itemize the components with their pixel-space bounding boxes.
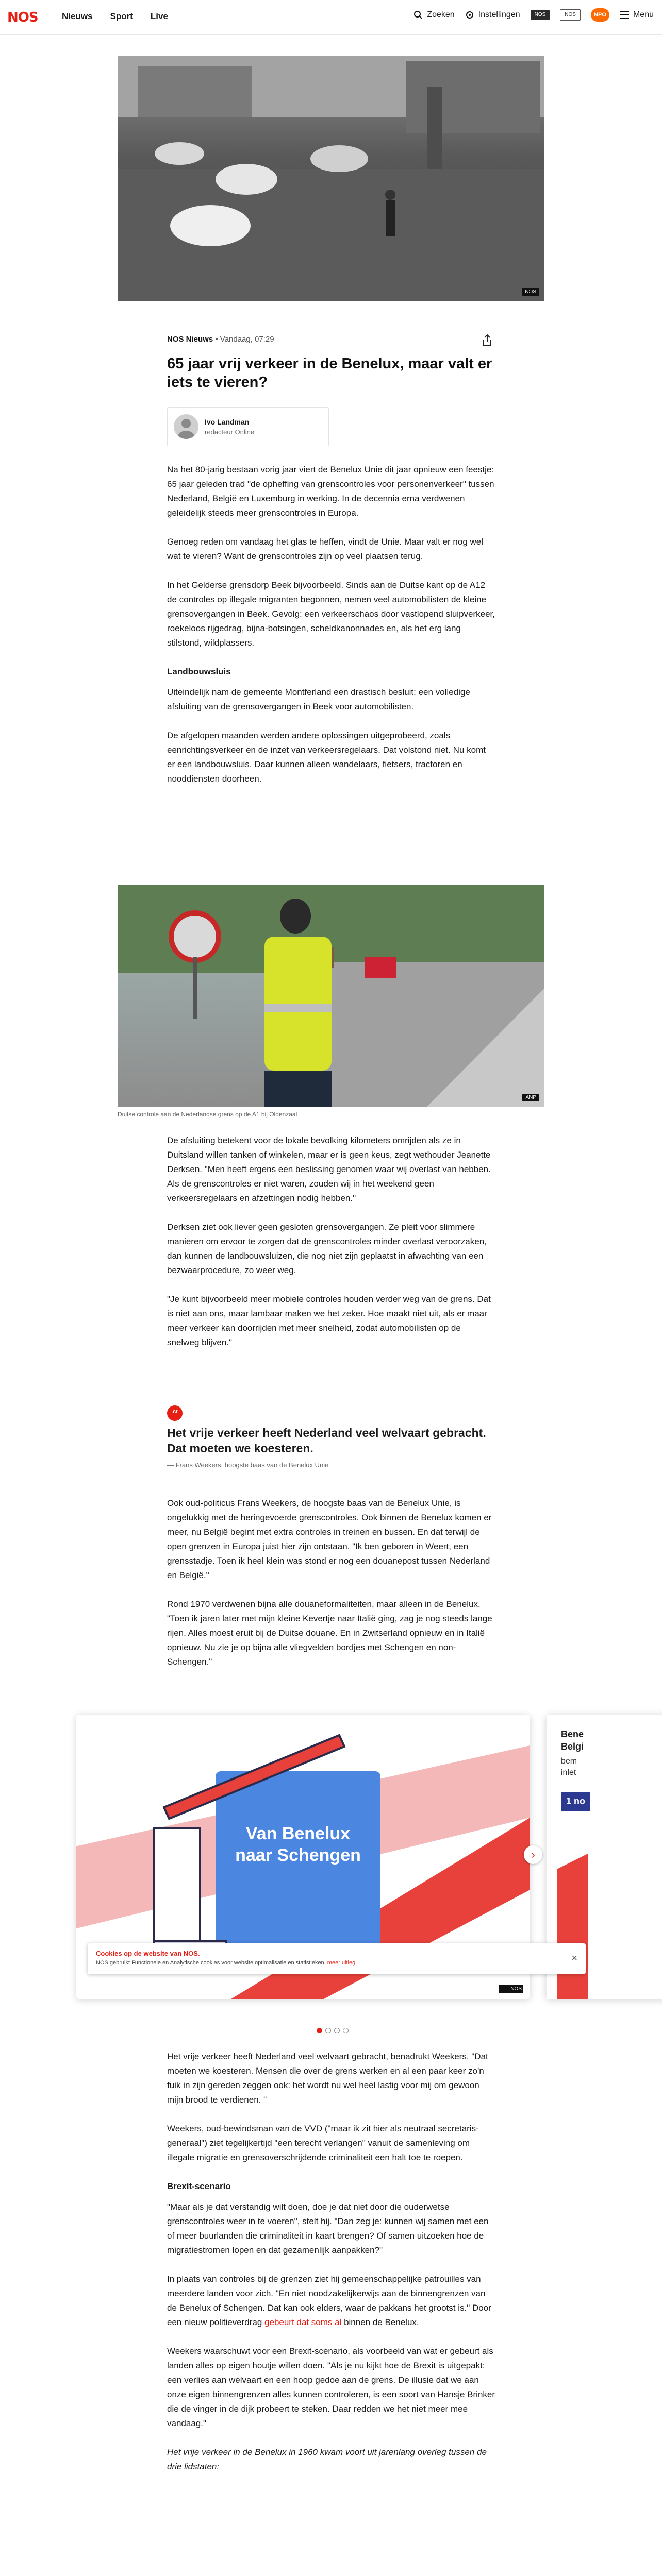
article-date: Vandaag, 07:29 [220,335,274,344]
search-button[interactable] [413,10,454,20]
nav-link-live[interactable]: Live [150,11,168,21]
carousel-next-body: bem inlet [561,1757,577,1777]
paragraph: Ook oud-politicus Frans Weekers, de hoogste baas van de Benelux Unie, is ongelukkig met de heringevoerde grenscontroles. Ook binnen de Benelux komen er meer, nu België begint met extra controles in treinen en bussen. En dat terwijl de open grenzen in Europa juist hier zijn ontstaan. "Ik ben geboren in Weert, een grensstadje. Toen ik heel klein was stond er nog een douanepost tussen Nederland en België." [167,1498,492,1580]
police-photo [118,885,544,1107]
top-navigation [0,0,662,35]
article-body-2 [167,1133,495,1350]
carousel-dot-2[interactable] [325,2028,331,2033]
paragraph: "Maar als je dat verstandig wilt doen, doe je dat niet door die ouderwetse grenscontroles weer in te voeren", stelt hij. "Dan zeg je: kunnen wij samen met een of meer buurlanden die criminaliteit in kaart brengen? Of samen uitzoeken hoe de migratiestromen lopen en dat gezamenlijk aanpakken?" [167,2202,489,2255]
paragraph: De afgelopen maanden werden andere oplossingen uitgeprobeerd, zoals eenrichtingsverkeer en de inzet van verkeersregelaars. Dat volstond niet. Nu komt er een landbouwsluis. Daar kunnen alleen wandelaars, fietsers, tractoren en nooddiensten doorheen. [167,731,486,784]
gear-icon [465,10,474,20]
cookie-body [96,1960,355,1966]
hamburger-icon [620,11,629,19]
politieverdrag-link[interactable]: gebeurt dat soms al [264,2317,342,2327]
author-card[interactable] [167,407,329,447]
article-photo-police [118,885,544,1107]
paragraph: Na het 80-jarig bestaan vorig jaar viert de Benelux Unie dit jaar opnieuw een feestje: 65 jaar geleden trad "de opheffing van grenscontroles voor personenverkeer" tussen Nederland, België en Luxemburg in werking. In de decennia erna verdwenen geleidelijk steeds meer grenscontroles in Europa. [167,465,494,518]
nav-link-sport[interactable]: Sport [110,11,133,21]
subheading-brexit: Brexit-scenario [167,2181,231,2191]
cookie-banner [88,1943,586,1974]
paragraph: Weekers waarschuwt voor een Brexit-scenario, als voorbeeld van wat er gebeurt als landen alles op eigen houtje willen doen. "Als je nu kijkt hoe de Brexit is uitgepakt: een verlies aan welvaart en een hoop gedoe aan de grens. De illusie dat we aan onze eigen binnengrenzen alles kunnen controleren, is een soort van Hansje Brinker die de vinger in de dijk probeert te steken. Daar redden we het niet meer mee vandaag." [167,2346,495,2428]
cookie-title: Cookies op de website van NOS. [96,1950,200,1957]
cookie-more-link[interactable]: meer uitleg [327,1960,356,1966]
paragraph: In het Gelderse grensdorp Beek bijvoorbeeld. Sinds aan de Duitse kant op de A12 de controles op illegale migranten begonnen, nemen veel automobilisten de kleine grensovergangen in Beek. Gevolg: een verkeerschaos door vastlopend sluipverkeer, roekeloos rijgedrag, bijna-botsingen, scheldkanonnades en, als het erg lang stilstond, wildplassers. [167,580,495,648]
carousel-next-badge: 1 no [561,1792,590,1811]
author-name: Ivo Landman [205,418,250,426]
main-nav-links [62,11,168,22]
quote-icon: “ [167,1405,183,1421]
paragraph: Uiteindelijk nam de gemeente Montferland een drastisch besluit: een volledige afsluiting van de grensovergangen in Beek voor automobilisten. [167,687,470,711]
nos-logo[interactable]: NOS [7,10,38,25]
paragraph: Het vrije verkeer heeft Nederland veel welvaart gebracht, benadrukt Weekers. "Dat moeten we koesteren. Mensen die over de grens werken en al een paar keer zo'n fuik in zijn gereden zeggen ook: het wordt nu wel heel lastig voor mij om gewoon mijn brood te verdienen. " [167,2052,488,2105]
article-title: 65 jaar vrij verkeer in de Benelux, maar valt er iets te vieren? [167,355,492,391]
nav-right [413,8,654,22]
article-source: NOS Nieuws [167,335,213,344]
photo-caption: Duitse controle aan de Nederlandse grens op de A1 bij Oldenzaal [118,1111,297,1118]
paragraph: Weekers, oud-bewindsman van de VVD ("maar ik zit hier als neutraal secretaris-generaal") ziet tegelijkertijd "een terecht verlangen" vanuit de samenleving om illegale migratie en grensoverschrijdende criminaliteit een halt toe te roepen. [167,2124,479,2162]
article-title-wrap [167,354,495,392]
article-body-1 [167,463,495,786]
subheading-landbouwsluis: Landbouwsluis [167,667,231,676]
menu-button[interactable] [620,10,654,20]
nos-badge-dark[interactable]: NOS [531,10,550,20]
hero-photo-border-post [118,56,544,301]
carousel-slide-title: Van Benelux naar Schengen [235,1824,361,1865]
carousel-next-button[interactable]: › [524,1845,542,1864]
carousel-dot-3[interactable] [334,2028,340,2033]
settings-button[interactable] [465,10,520,20]
paragraph: Het vrije verkeer in de Benelux in 1960 kwam voort uit jarenlang overleg tussen de drie lidstaten: [167,2447,487,2471]
carousel-dot-4[interactable] [343,2028,349,2033]
search-icon [413,10,423,20]
article-body-3 [167,1496,495,1669]
article-meta: NOS Nieuws • Vandaag, 07:29 [167,335,274,344]
photo-credit: ANP [522,1094,539,1101]
cookie-text: NOS gebruikt Functionele en Analytische cookies voor website optimalisatie en statistieken. [96,1960,326,1966]
share-button[interactable] [482,334,493,349]
paragraph-text: In plaats van controles bij de grenzen ziet hij gemeenschappelijke patrouilles van meerdere landen voor zich. "En niet noodzakelijkerwijs aan de binnengrenzen van de Benelux of Schengen. Dat kan ook elders, waar de pakkans het grootst is." Door een nieuw politieverdrag [167,2274,491,2327]
paragraph: Genoeg reden om vandaag het glas te heffen, vindt de Unie. Maar valt er nog wel wat te vieren? Want de grenscontroles zijn op veel plaatsen terug. [167,537,484,561]
close-icon[interactable]: × [571,1953,577,1964]
paragraph-text: binnen de Benelux. [344,2317,419,2327]
paragraph: De afsluiting betekent voor de lokale bevolking kilometers omrijden als ze in Duitsland willen tanken of winkelen, maar er is geen keus, zegt wethouder Jeanette Derksen. "Men heeft ergens een beslissing genomen waar wij overlast van hebben. Als de grenscontroles er niet waren, zouden wij in het weekend geen verkeersregelaars en afzettingen nodig hebben." [167,1136,491,1203]
menu-label: Menu [633,10,654,19]
quote-text: Het vrije verkeer heeft Nederland veel welvaart gebracht. Dat moeten we koesteren. [167,1426,486,1455]
nav-link-nieuws[interactable]: Nieuws [62,11,93,21]
carousel-credit: NOS [510,1986,522,1992]
carousel-dots [317,2028,349,2033]
carousel-dot-1[interactable] [317,2028,322,2033]
paragraph [167,2272,495,2330]
paragraph: Derksen ziet ook liever geen gesloten grensovergangen. Ze pleit voor slimmere manieren om ervoor te zorgen dat de grenscontroles minder overlast veroorzaken, dan kunnen de landbouwsluizen, die nog niet zijn geplaatst in afwachting van een bezwaarprocedure, zo weer weg. [167,1222,487,1275]
paragraph: "Je kunt bijvoorbeeld meer mobiele controles houden verder weg van de grens. Dat is niet aan ons, maar lambaar maken we het zeker. Hoe maakt niet uit, als er maar meer verkeer kan doorrijden met meer snelheid, zodat automobilisten op de snelweg blijven." [167,1294,491,1347]
article-body-4 [167,2049,495,2474]
paragraph: Rond 1970 verdwenen bijna alle douaneformaliteiten, maar alleen in de Benelux. "Toen ik jaren later met mijn kleine Kevertje naar Italië ging, zag je nog steeds lange rijen. Alles moest eruit bij de Duitse douane. En in Zwitserland opnieuw en in Italië opnieuw. Nu zie je op bijna alle vliegvelden bordjes met Schengen en non-Schengen." [167,1599,492,1667]
pull-quote [167,1405,495,1469]
share-icon [482,334,493,346]
settings-label: Instellingen [478,10,520,19]
search-label: Zoeken [427,10,455,19]
author-role: redacteur Online [205,428,255,436]
nos-badge-light[interactable]: NOS [560,9,581,21]
npo-logo[interactable]: NPO [591,8,609,22]
quote-source: — Frans Weekers, hoogste baas van de Benelux Unie [167,1461,329,1469]
carousel-next-title: Bene Belgi [561,1729,584,1752]
hero-image [118,56,544,301]
author-avatar [174,414,198,439]
hero-credit: NOS [522,288,539,296]
